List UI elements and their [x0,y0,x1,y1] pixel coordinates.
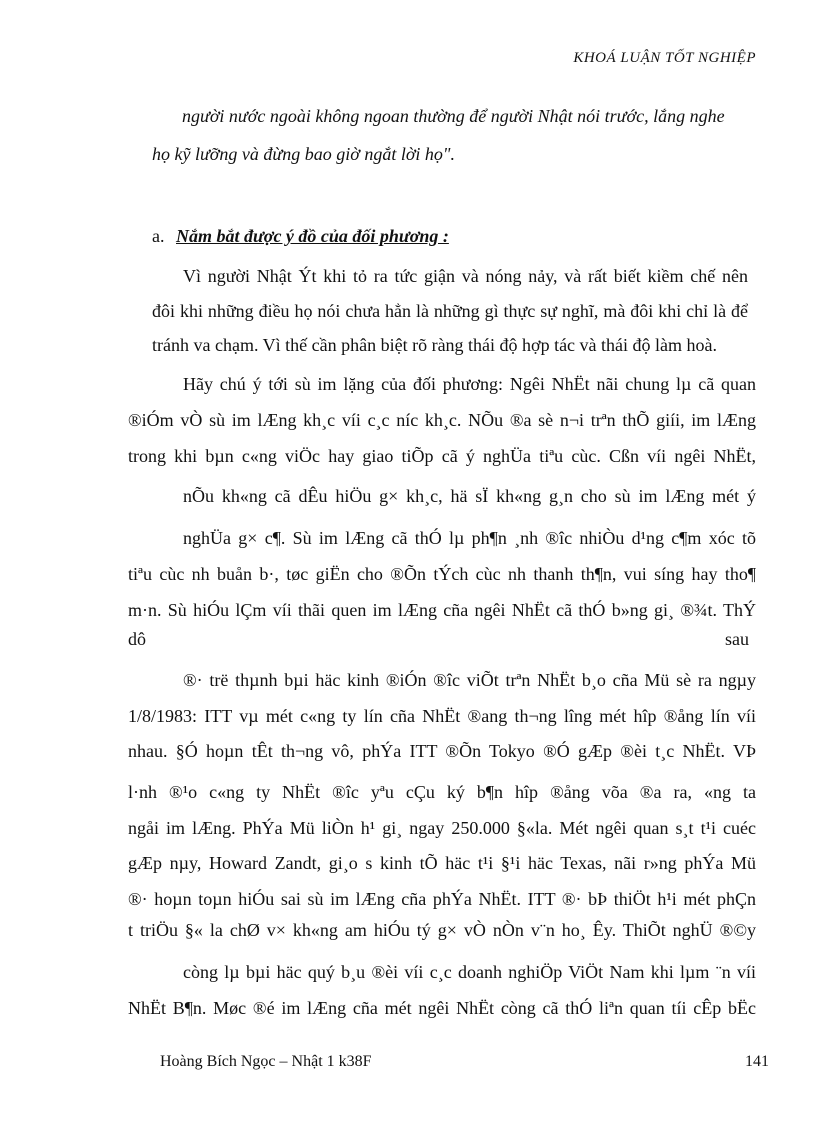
paragraph-line: t triÖu §« la chØ v× kh«ng am hiÓu tý g× vÒ nÒn v¨n ho¸ Êy. ThiÕt nghÜ ®©y [128,920,756,940]
paragraph-line: nghÜa g× c¶. Sù im lÆng cã thÓ lµ ph¶n ¸nh ®îc nhiÒu d¹ng c¶m xóc tõ [183,528,756,548]
paragraph-line: sau [725,629,749,649]
paragraph-line: còng lµ bµi häc quý b¸u ®èi víi c¸c doanh nghiÖp ViÖt Nam khi lµm ¨n víi [183,962,756,982]
paragraph-line: gÆp nµy, Howard Zandt, gi¸o s kinh tÕ häc t¹i §¹i häc Texas, nãi r»ng phÝa Mü [128,853,756,873]
quote-line: họ kỹ lưỡng và đừng bao giờ ngắt lời họ". [152,144,455,164]
paragraph-line: trong khi bµn c«ng viÖc hay giao tiÕp cã ý nghÜa tiªu cùc. Cßn víi ngêi NhËt, [128,446,756,466]
paragraph-line: ngåi im lÆng. PhÝa Mü liÒn h¹ gi¸ ngay 250.000 §«la. Mét ngêi quan s¸t t¹i cuéc [128,818,756,838]
paragraph-line: nÕu kh«ng cã dÊu hiÖu g× kh¸c, hä sÏ kh«ng g¸n cho sù im lÆng mét ý [183,486,756,506]
paragraph-line: tiªu cùc nh buån b·, tøc giËn cho ®Õn tÝch cùc nh thanh th¶n, vui síng hay tho¶ [128,564,756,584]
paragraph-line: 1/8/1983: ITT vµ mét c«ng ty lín cña NhËt ®ang th¬ng lîng mét hîp ®ång lín víi [128,706,756,726]
paragraph-line: nhau. §Ó hoµn tÊt th¬ng vô, phÝa ITT ®Õn Tokyo ®Ó gÆp ®èi t¸c NhËt. VÞ [128,741,756,761]
paragraph-line: ®· trë thµnh bµi häc kinh ®iÓn ®îc viÕt trªn NhËt b¸o cña Mü sè ra ngµy [183,670,756,690]
quote-line: người nước ngoài không ngoan thường để người Nhật nói trước, lắng nghe [182,106,725,126]
paragraph-line: dô [128,629,146,649]
paragraph-line: Vì người Nhật Ýt khi tỏ ra tức giận và nóng nảy, và rất biết kiềm chế nên [183,266,748,286]
paragraph-line: l·nh ®¹o c«ng ty NhËt ®îc yªu cÇu ký b¶n hîp ®ång võa ®a ra, «ng ta [128,782,756,802]
section-title: Nắm bắt được ý đồ của đối phương : [176,226,449,246]
header-title: KHOÁ LUẬN TỐT NGHIỆP [573,50,756,66]
page-number: 141 [745,1053,769,1070]
paragraph-line: ®· hoµn toµn hiÓu sai sù im lÆng cña phÝa NhËt. ITT ®· bÞ thiÖt h¹i mét phÇn [128,889,756,909]
paragraph-line: ®iÓm vÒ sù im lÆng kh¸c víi c¸c níc kh¸c. NÕu ®a sè n¬i trªn thÕ giíi, im lÆng [128,410,756,430]
section-letter: a. [152,226,165,246]
paragraph-line: đôi khi những điều họ nói chưa hẳn là những gì thực sự nghĩ, mà đôi khi chỉ là để [152,301,748,321]
paragraph-line: NhËt B¶n. Møc ®é im lÆng cña mét ngêi NhËt còng cã thÓ liªn quan tíi cÊp bËc [128,998,756,1018]
paragraph-line: m·n. Sù hiÓu lÇm víi thãi quen im lÆng cña ngêi NhËt cã thÓ b»ng gi¸ ®¾t. ThÝ [128,600,756,620]
paragraph-line: Hãy chú ý tới sù im lặng của đối phương: Ngêi NhËt nãi chung lµ cã quan [183,374,756,394]
paragraph-line: tránh va chạm. Vì thế cần phân biệt rõ ràng thái độ hợp tác và thái độ làm hoà. [152,335,718,355]
footer-author: Hoàng Bích Ngọc – Nhật 1 k38F [160,1053,372,1070]
